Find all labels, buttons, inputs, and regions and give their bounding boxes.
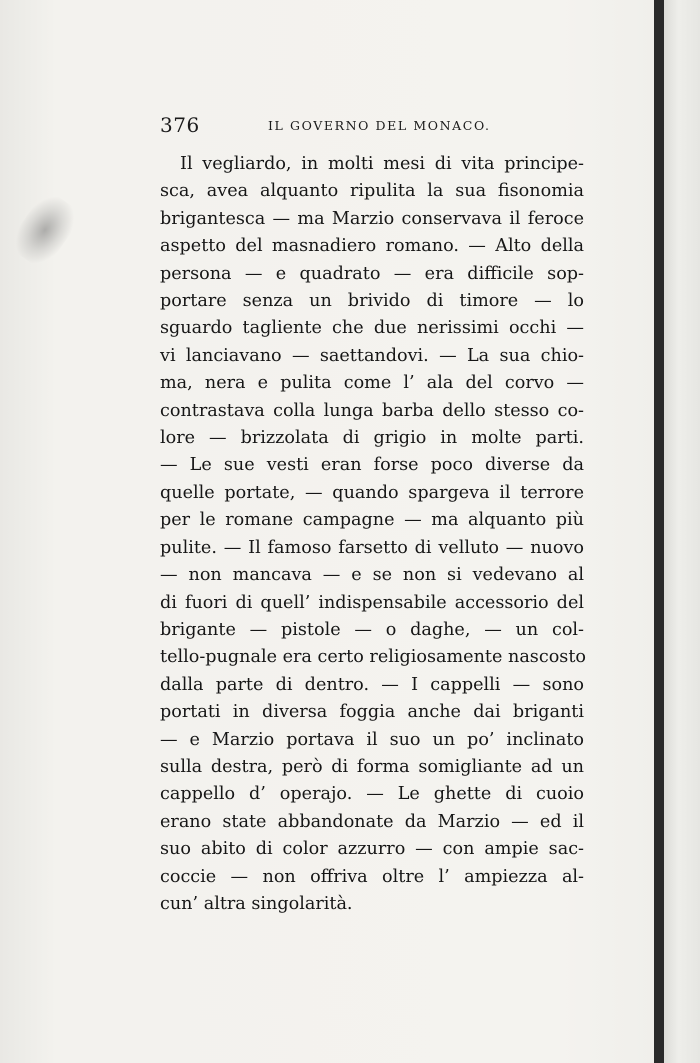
text-line: sulla destra, però di forma somigliante ad un: [160, 756, 584, 777]
text-line: erano state abbandonate da Marzio — ed il: [160, 811, 584, 832]
text-line: portare senza un brivido di timore — lo: [160, 291, 584, 312]
text-line: sca, avea alquanto ripulita la sua fisonomia: [160, 181, 584, 202]
text-line: tello-pugnale era certo religiosamente nascosto: [160, 647, 586, 668]
text-line: di fuori di quell’ indispensabile accessorio del: [160, 592, 584, 613]
text-line: — non mancava — e se non si vedevano al: [160, 565, 584, 586]
text-line: cappello d’ operajo. — Le ghette di cuoio: [160, 784, 584, 805]
text-line: dalla parte di dentro. — I cappelli — sono: [160, 674, 584, 695]
body-text: [160, 151, 584, 918]
text-line: — Le sue vesti eran forse poco diverse da: [160, 455, 584, 476]
page-number: 376: [160, 113, 200, 137]
text-line: per le romane campagne — ma alquanto più: [160, 510, 584, 531]
text-line: brigante — pistole — o daghe, — un col-: [160, 619, 584, 640]
text-line: portati in diversa foggia anche dai briganti: [160, 702, 584, 723]
text-line: aspetto del masnadiero romano. — Alto della: [160, 236, 584, 257]
text-line: suo abito di color azzurro — con ampie sac-: [160, 839, 584, 860]
next-page-edge: [664, 0, 700, 1063]
text-line: ma, nera e pulita come l’ ala del corvo —: [160, 373, 584, 394]
text-line: contrastava colla lunga barba dello stesso co-: [160, 400, 584, 421]
text-line: cun’ altra singolarità.: [160, 893, 353, 914]
page-edge-shadow: [654, 0, 664, 1063]
text-line: pulite. — Il famoso farsetto di velluto — nuovo: [160, 537, 584, 558]
ink-smudge: [6, 188, 84, 272]
running-title: IL GOVERNO DEL MONACO.: [268, 118, 491, 133]
text-line: coccie — non offriva oltre l’ ampiezza al-: [160, 866, 584, 887]
text-line: quelle portate, — quando spargeva il terrore: [160, 482, 584, 503]
text-line: Il vegliardo, in molti mesi di vita principe-: [180, 154, 584, 174]
text-line: — e Marzio portava il suo un po’ inclinato: [160, 729, 584, 750]
text-line: brigantesca — ma Marzio conservava il feroce: [160, 208, 584, 229]
text-line: persona — e quadrato — era difficile sop-: [160, 263, 584, 284]
text-line: vi lanciavano — saettandovi. — La sua chio-: [160, 345, 584, 366]
text-line: lore — brizzolata di grigio in molte parti.: [160, 428, 584, 449]
text-line: sguardo tagliente che due nerissimi occhi —: [160, 318, 584, 339]
